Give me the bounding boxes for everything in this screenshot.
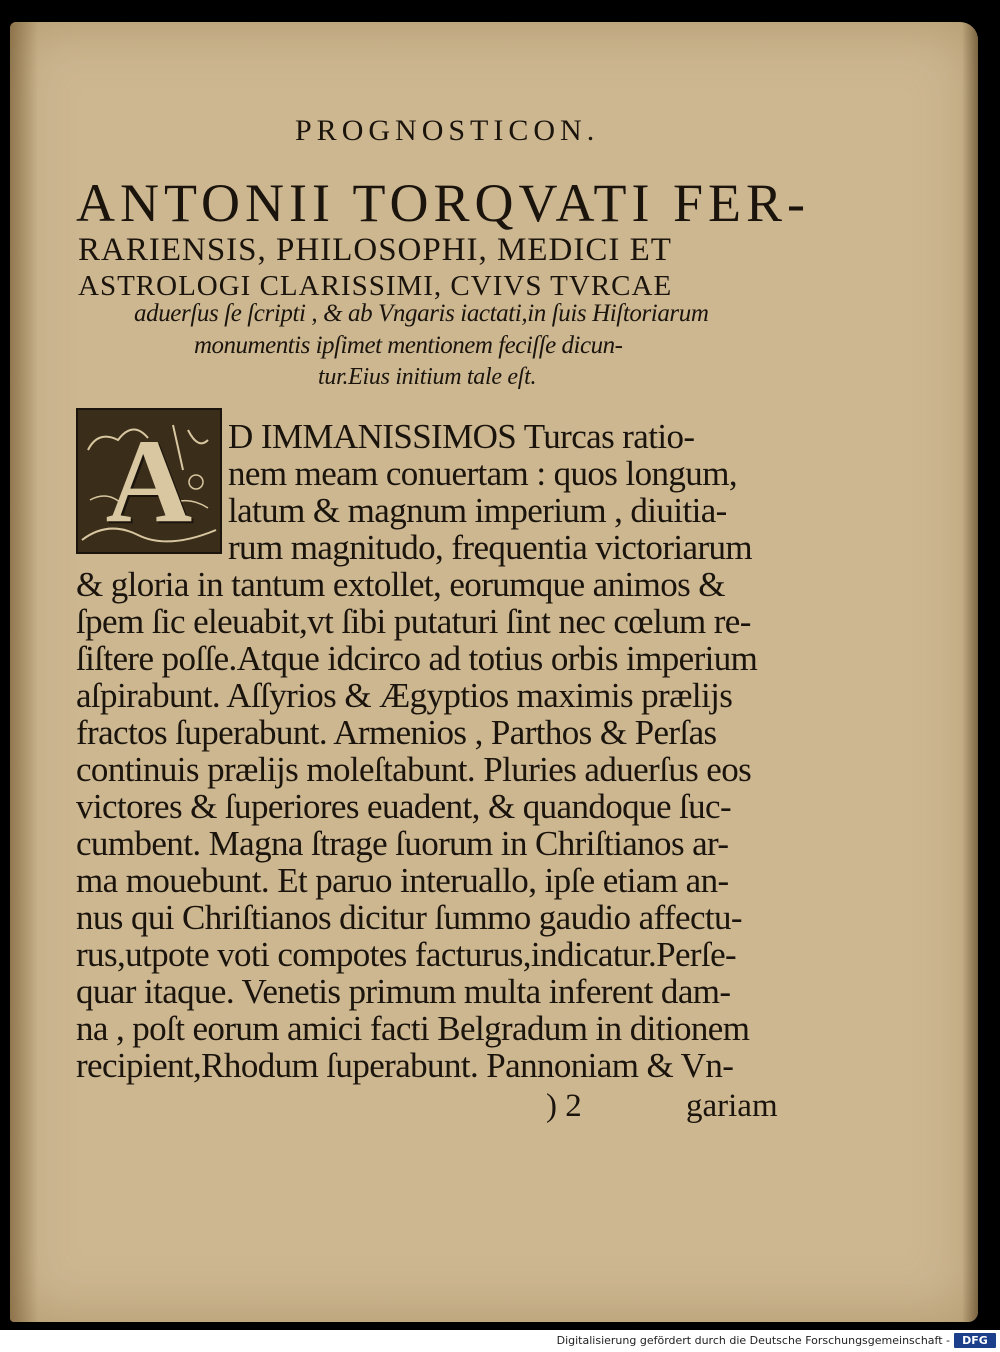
catchword: gariam [686,1088,778,1124]
title-line: monumentis ipſimet mentionem feciſſe dicun- [194,332,623,359]
book-page [10,22,978,1322]
text-line: nem meam conuertam : quos longum, [228,454,737,493]
text-line: continuis prælijs moleſtabunt. Pluries aduerſus eos [76,750,752,789]
text-line: latum & magnum imperium , diuitia- [228,491,727,530]
text-line: na , poſt eorum amici facti Belgradum in ditionem [76,1009,750,1048]
decorated-initial [76,408,222,554]
text-line: recipient,Rhodum ſuperabunt. Pannoniam & Vn- [76,1046,734,1085]
text-line: ma mouebunt. Et paruo interuallo, ipſe etiam an- [76,861,729,900]
text-line: rus,utpote voti compotes facturus,indicatur.Perſe- [76,935,737,974]
title-line: ASTROLOGI CLARISSIMI, CVIVS TVRCAE [78,270,673,302]
title-line: ANTONII TORQVATI FER- [76,173,811,233]
title-line: tur.Eius initium tale eſt. [318,364,537,390]
text-line: ſiſtere poſſe.Atque idcirco ad totius orbis imperium [76,639,758,678]
text-line: victores & ſuperiores euadent, & quandoque ſuc- [76,787,732,826]
text-line: ſpem ſic eleuabit,vt ſibi putaturi ſint nec cœlum re- [76,602,751,641]
text-line: aſpirabunt. Aſſyrios & Ægyptios maximis prælijs [76,676,733,715]
title-line: aduerſus ſe ſcripti , & ab Vngaris iactati,in ſuis Hiſtoriarum [134,300,709,327]
text-line: fractos ſuperabunt. Armenios , Parthos & Perſas [76,713,717,752]
signature-mark: ) 2 [546,1088,582,1124]
text-line: cumbent. Magna ſtrage ſuorum in Chriſtianos ar- [76,824,729,863]
title-line: RARIENSIS, PHILOSOPHI, MEDICI ET [78,232,672,268]
digitization-credit: Digitalisierung gefördert durch die Deutsche Forschungsgemeinschaft - [556,1334,950,1347]
text-line: nus qui Chriſtianos dicitur ſummo gaudio affectu- [76,898,742,937]
page-edge-shadow [962,22,978,1322]
text-line: D IMMANISSIMOS Turcas ratio- [228,417,695,456]
text-line: & gloria in tantum extollet, eorumque animos & [76,565,725,604]
initial-letter: A [105,414,193,547]
text-line: quar itaque. Venetis primum multa inferent dam- [76,972,731,1011]
page-gutter-shadow [10,22,38,1322]
running-head: PROGNOSTICON. [295,114,600,147]
dfg-logo: DFG [954,1333,996,1348]
text-line: rum magnitudo, frequentia victoriarum [228,528,753,567]
